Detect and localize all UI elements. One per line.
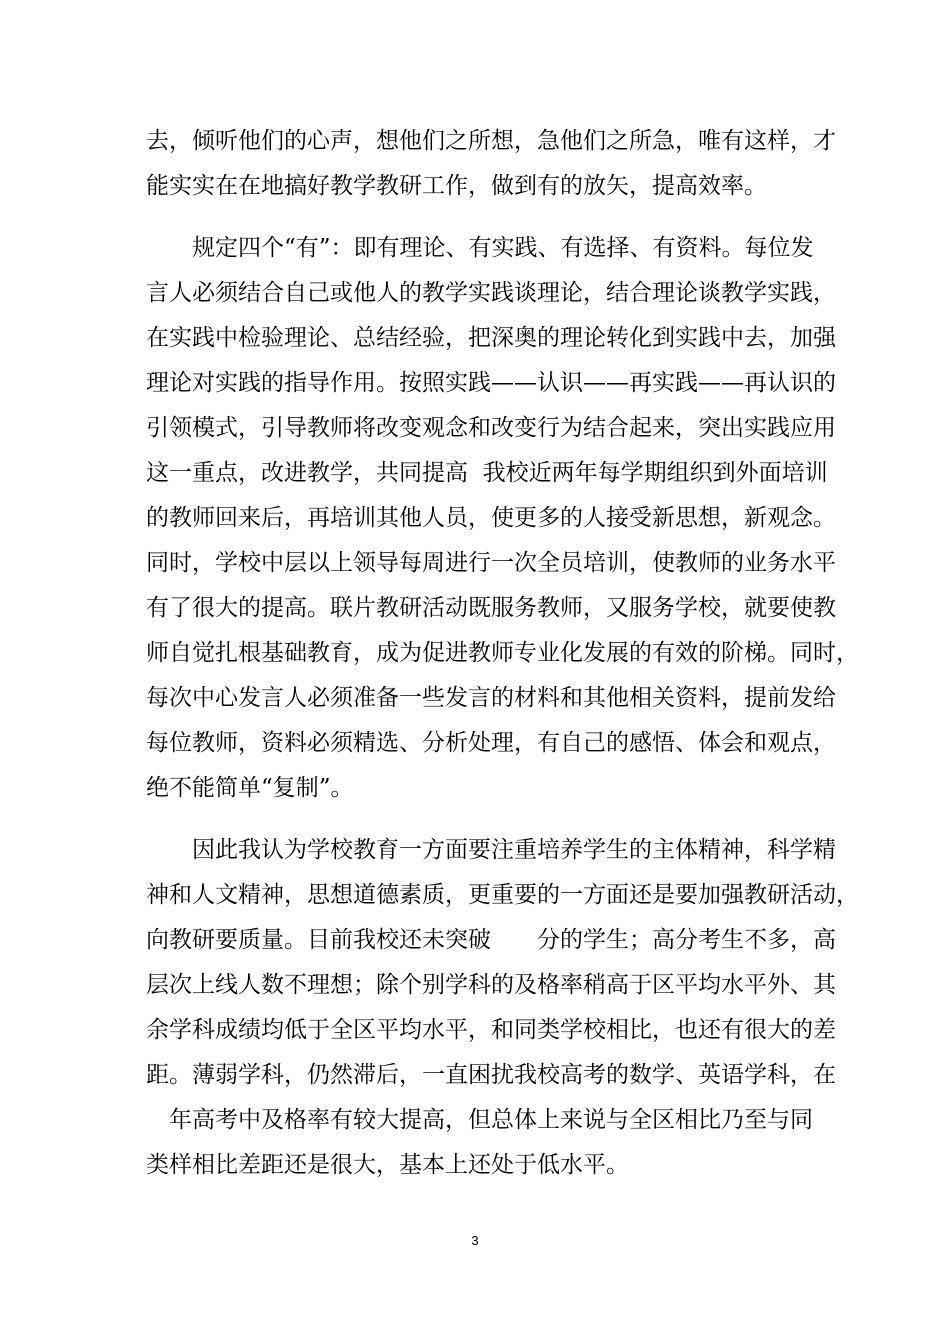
document-body [146, 119, 859, 1188]
page-number: 3 [471, 1233, 479, 1248]
text-line: 去，倾听他们的心声，想他们之所想，急他们之所急，唯有这样，才 [146, 128, 836, 154]
text-line: 引领模式，引导教师将改变观念和改变行为结合起来，突出实践应用 [146, 415, 836, 441]
paragraph-spacing [146, 811, 806, 828]
text-line: 每次中心发言人必须准备一些发言的材料和其他相关资料，提前发给 [146, 685, 836, 711]
text-line: 这一重点，改进教学，共同提高 我校近两年每学期组织到外面培训 [146, 460, 828, 486]
text-line: 距。薄弱学科，仍然滞后，一直困扰我校高考的数学、英语学科，在 [146, 1062, 836, 1088]
text-line: 每位教师，资料必须精选、分析处理，有自己的感悟、体会和观点， [146, 730, 836, 756]
text-line: 师自觉扎根基础教育，成为促进教师专业化发展的有效的阶梯。同时， [146, 640, 859, 666]
text-line: 的教师回来后，再培训其他人员，使更多的人接受新思想，新观念。 [146, 505, 836, 531]
text-line: 有了很大的提高。联片教研活动既服务教师，又服务学校，就要使教 [146, 595, 836, 621]
text-line: 绝不能简单“复制”。 [146, 775, 354, 801]
text-line: 年高考中及格率有较大提高，但总体上来说与全区相比乃至与同 [146, 1107, 813, 1133]
text-line: 言人必须结合自己或他人的教学实践谈理论，结合理论谈教学实践， [146, 280, 836, 306]
text-line: 能实实在在地搞好教学教研工作，做到有的放矢，提高效率。 [146, 173, 767, 199]
paragraph-2 [146, 226, 859, 811]
text-line: 同时，学校中层以上领导每周进行一次全员培训，使教师的业务水平 [146, 550, 836, 576]
text-line: 规定四个“有”：即有理论、有实践、有选择、有资料。每位发 [146, 235, 814, 261]
text-line: 类样相比差距还是很大，基本上还处于低水平。 [146, 1152, 629, 1178]
text-line: 层次上线人数不理想；除个别学科的及格率稍高于区平均水平外、其 [146, 972, 836, 998]
text-line: 在实践中检验理论、总结经验，把深奥的理论转化到实践中去，加强 [146, 325, 836, 351]
paragraph-1 [146, 119, 836, 209]
paragraph-spacing [146, 209, 806, 226]
text-line: 理论对实践的指导作用。按照实践——认识——再实践——再认识的 [146, 370, 836, 396]
text-line: 余学科成绩均低于全区平均水平，和同类学校相比，也还有很大的差 [146, 1017, 836, 1043]
text-line: 神和人文精神，思想道德素质，更重要的一方面还是要加强教研活动， [146, 882, 859, 908]
text-line: 向教研要质量。目前我校还未突破 分的学生；高分考生不多，高 [146, 927, 836, 953]
text-line: 因此我认为学校教育一方面要注重培养学生的主体精神，科学精 [146, 837, 836, 863]
paragraph-3 [146, 828, 859, 1188]
